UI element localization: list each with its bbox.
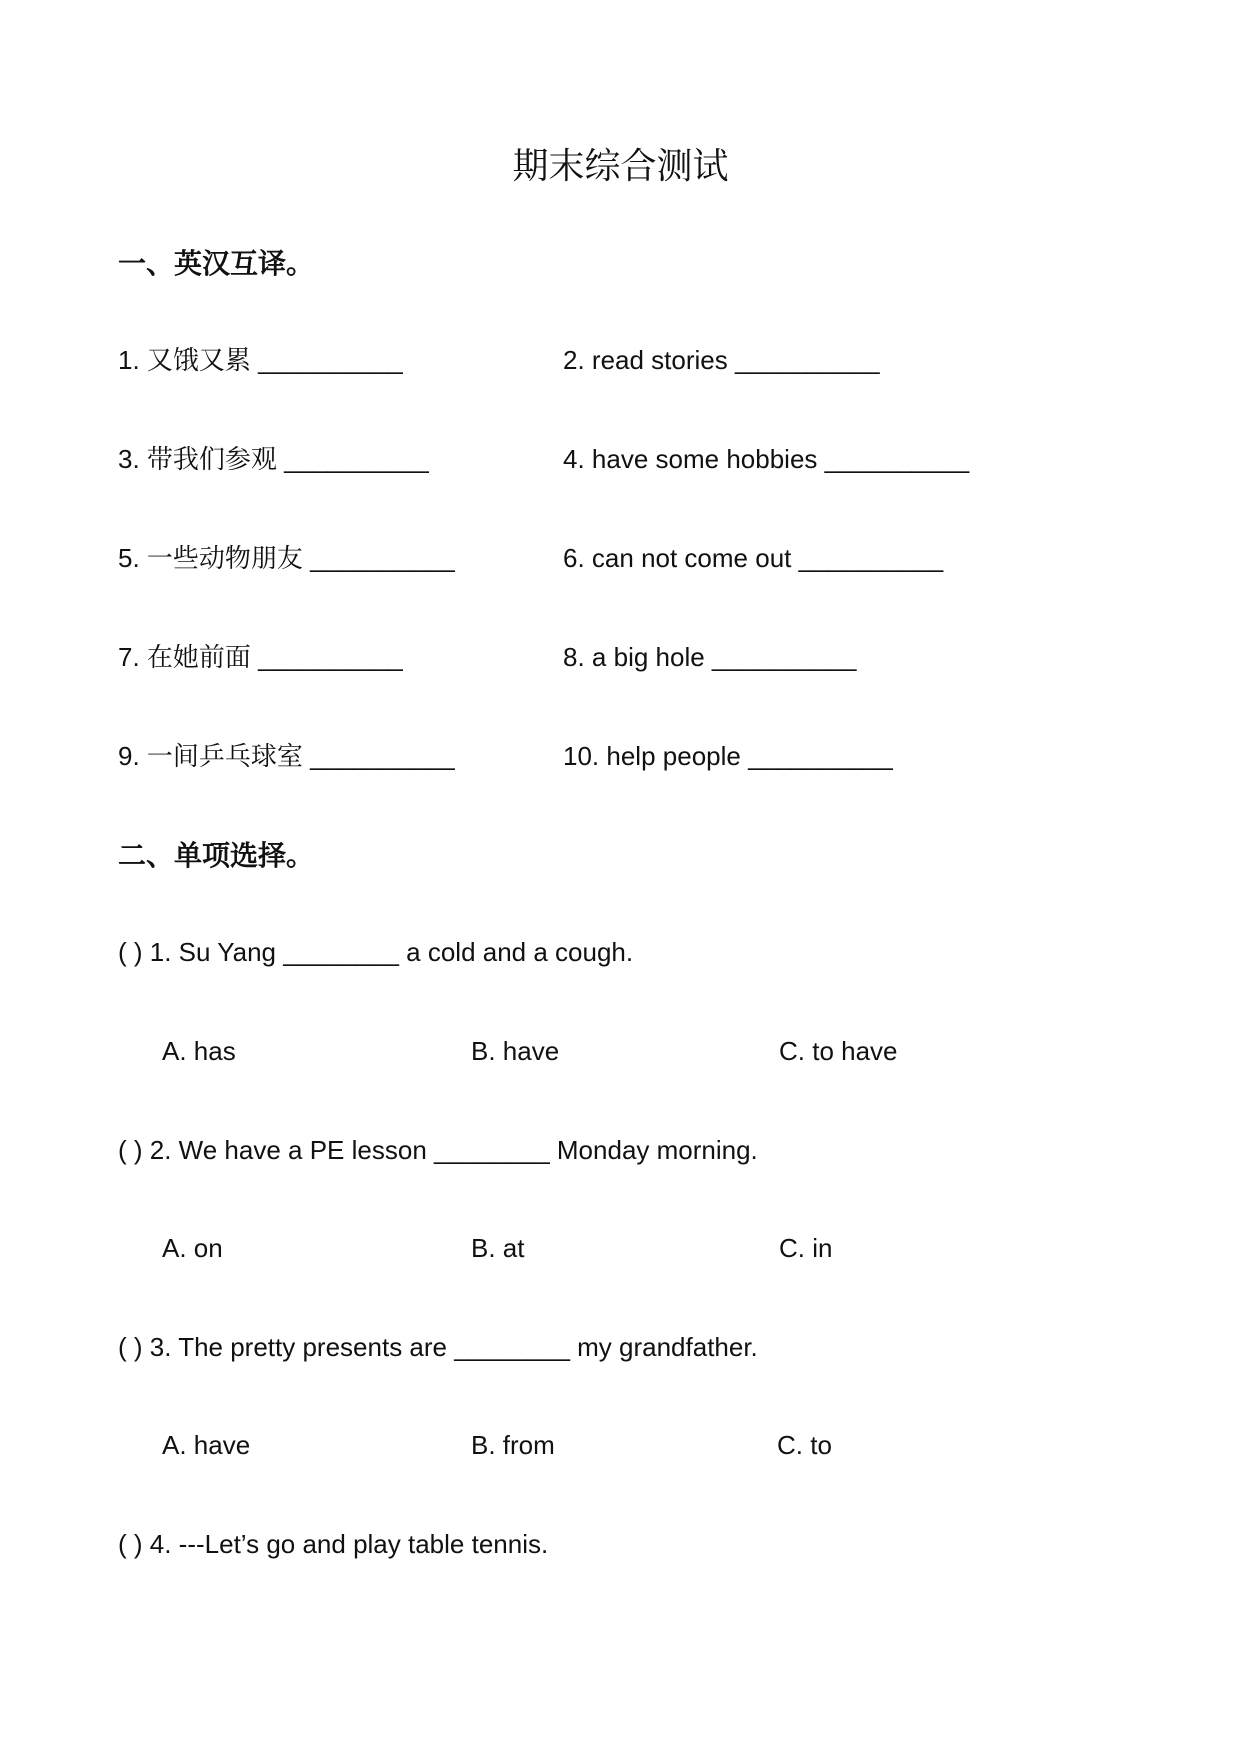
option-b: B. from xyxy=(471,1430,555,1460)
option-c: C. to have xyxy=(779,1036,898,1066)
answer-blank: __________ xyxy=(310,543,455,573)
item-number: 5. xyxy=(118,543,140,573)
translation-item-10 xyxy=(563,739,893,773)
item-text: read stories xyxy=(591,345,728,375)
option-c: C. to xyxy=(777,1430,832,1460)
translation-item-3 xyxy=(118,442,429,477)
item-text: 在她前面 xyxy=(146,643,251,673)
item-number: 6. xyxy=(563,543,585,573)
translation-item-1 xyxy=(118,343,403,378)
translation-item-5 xyxy=(118,541,455,576)
option-a: A. has xyxy=(162,1036,236,1066)
item-number: 2. xyxy=(563,345,585,375)
translation-item-4 xyxy=(563,442,969,476)
item-number: 9. xyxy=(118,741,140,771)
item-number: 3. xyxy=(118,444,140,474)
translation-item-7 xyxy=(118,640,403,675)
page-title: 期末综合测试 xyxy=(512,146,729,187)
item-text: can not come out xyxy=(591,543,792,573)
option-c: C. in xyxy=(779,1233,833,1263)
answer-blank: __________ xyxy=(258,642,403,672)
item-text: a big hole xyxy=(591,642,705,672)
option-b: B. at xyxy=(471,1233,525,1263)
option-b: B. have xyxy=(471,1036,560,1066)
item-text: 带我们参观 xyxy=(146,445,277,475)
option-a: A. on xyxy=(162,1233,223,1263)
item-text: 一些动物朋友 xyxy=(146,544,303,574)
item-number: 1. xyxy=(118,345,140,375)
item-number: 7. xyxy=(118,642,140,672)
answer-blank: __________ xyxy=(284,444,429,474)
question-stem-3: ( ) 3. The pretty presents are ________ my grandfather. xyxy=(118,1332,758,1362)
answer-blank: __________ xyxy=(310,741,455,771)
item-text: have some hobbies xyxy=(591,444,818,474)
item-text: 一间乒乓球室 xyxy=(146,742,303,772)
item-text: 又饿又累 xyxy=(146,346,251,376)
translation-item-6 xyxy=(563,541,943,575)
item-number: 8. xyxy=(563,642,585,672)
question-stem-2: ( ) 2. We have a PE lesson ________ Monday morning. xyxy=(118,1135,758,1165)
translation-item-8 xyxy=(563,640,857,674)
section-heading-translation: 一、英汉互译。 xyxy=(118,248,315,279)
question-stem-1: ( ) 1. Su Yang ________ a cold and a cough. xyxy=(118,937,634,967)
answer-blank: __________ xyxy=(798,543,944,573)
answer-blank: __________ xyxy=(711,642,857,672)
question-stem-4: ( ) 4. ---Let’s go and play table tennis. xyxy=(118,1529,549,1559)
answer-blank: __________ xyxy=(748,741,893,771)
answer-blank: __________ xyxy=(258,345,403,375)
option-a: A. have xyxy=(162,1430,251,1460)
item-number: 4. xyxy=(563,444,585,474)
answer-blank: __________ xyxy=(824,444,970,474)
translation-item-2 xyxy=(563,343,880,377)
translation-item-9 xyxy=(118,739,455,774)
section-heading-multiple-choice: 二、单项选择。 xyxy=(118,840,315,871)
item-number: 10. xyxy=(563,741,600,771)
item-text: help people xyxy=(606,741,741,771)
answer-blank: __________ xyxy=(735,345,880,375)
